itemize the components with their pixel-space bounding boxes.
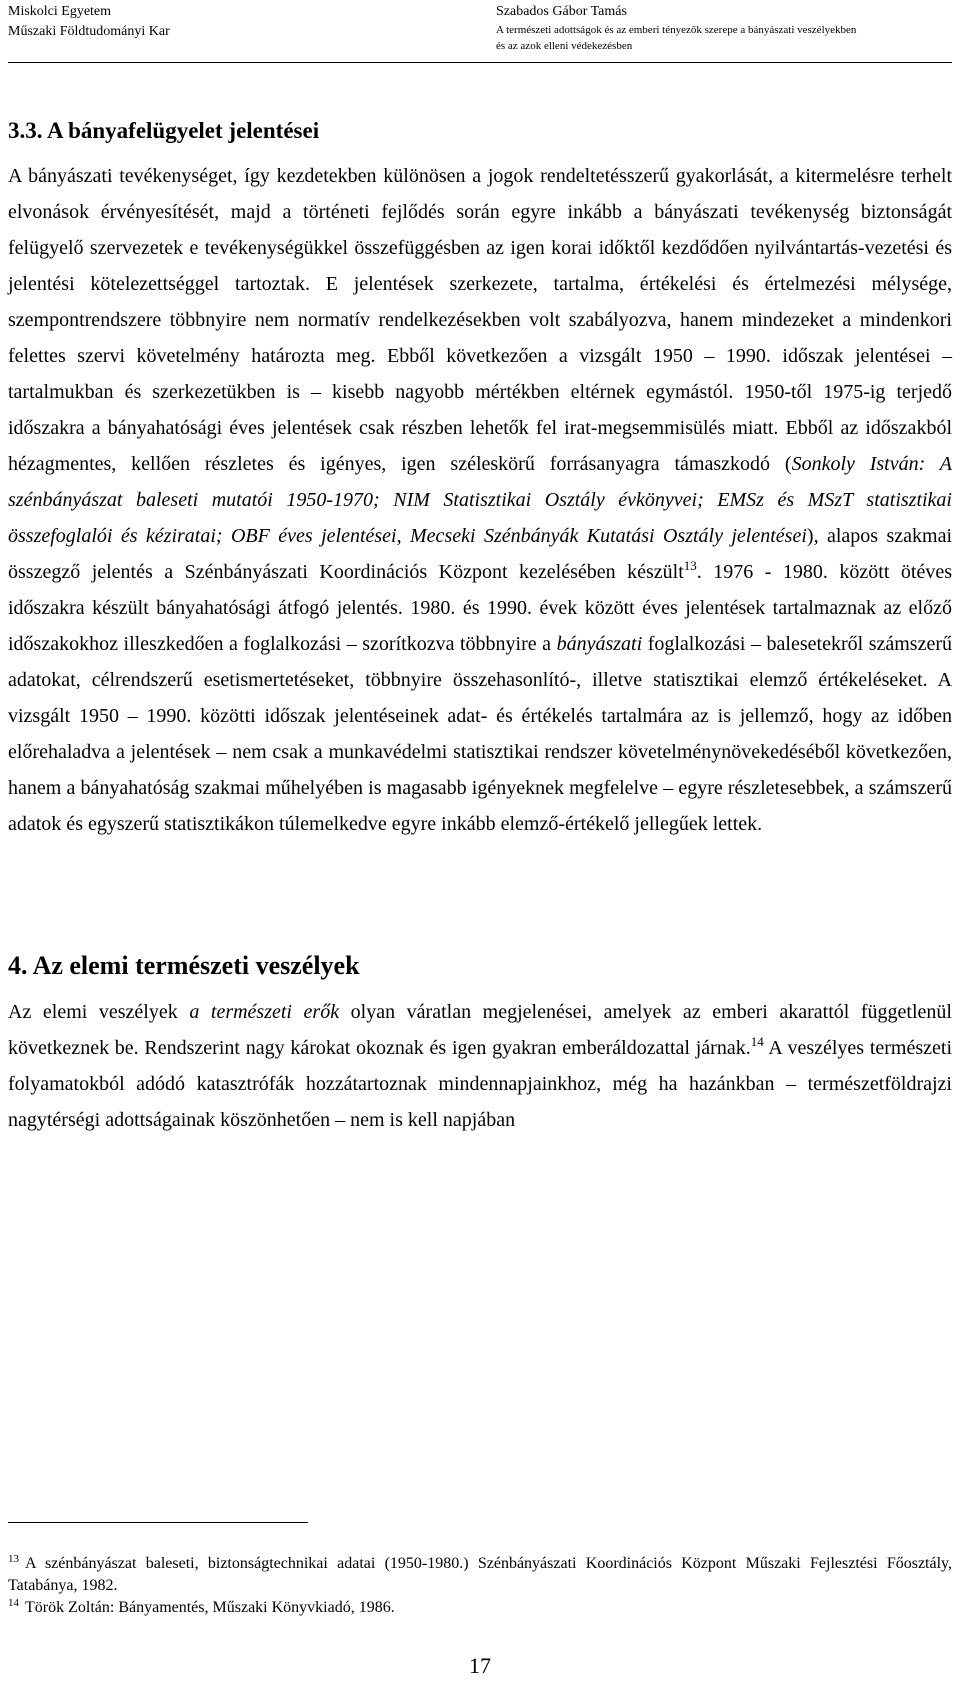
footnote-13-number: 13 — [8, 1553, 19, 1565]
page-number: 17 — [469, 1653, 491, 1678]
header-university: Miskolci Egyetem — [8, 4, 112, 19]
section-3-3-paragraph — [8, 158, 952, 842]
section-3-3-text-part4: foglalkozási – balesetekről számszerű adatokat, célrendszerű esetismertetéseket, többnyire összehasonlító-, illetve statisztikai elemző értékeléseket. A vizsgált 1950 – 1990. közötti időszak jelentéseinek adat- és értékelés tartalmára az is jellemző, hogy az időben előrehaladva a jelentések – nem csak a munkavédelmi statisztikai rendszer követelménynövekedéséből következően, hanem a bányahatóság szakmai műhelyében is magasabb igényeknek megfelelve – egyre részletesebbek, a számszerű adatok és egyszerű statisztikákon túlemelkedve egyre inkább elemző-értékelő jellegűek lettek. — [8, 633, 952, 835]
section-3-3-sources-italic: Sonkoly István: A szénbányászat baleseti mutatói 1950-1970; NIM Statisztikai Osztály évkönyvei; EMSz és MSzT statisztikai összefoglalói és kéziratai; OBF éves jelentései, Mecseki Szénbányák Kutatási Osztály jelentései — [8, 453, 953, 547]
page-content — [8, 114, 952, 1138]
section-3-3-text-part3: . 1976 - 1980. között ötéves időszakra készült bányahatósági átfogó jelentés. 1980. és 1990. évek között éves jelentések tartalmaznak az előző időszakokhoz illeszkedően a foglalkozási – szorítkozva többnyire a — [8, 561, 952, 655]
header-thesis-info — [496, 2, 948, 54]
header-institution — [8, 2, 170, 42]
footnote-13 — [8, 1553, 952, 1597]
header-divider — [8, 62, 952, 63]
running-header — [0, 0, 960, 56]
footnote-14 — [8, 1597, 952, 1619]
header-thesis-title-line1: A természeti adottságok és az emberi tényezők szerepe a bányászati veszélyekben — [496, 24, 857, 36]
footnotes — [8, 1553, 952, 1619]
section-4-text-part3: A veszélyes természeti folyamatokból adódó katasztrófák hozzátartoznak mindennapjainkhoz, még ha hazánkban – természetföldrajzi nagytérségi adottságainak köszönhetően – nem is kell napjában — [8, 1037, 952, 1131]
section-3-3-heading: 3.3. A bányafelügyelet jelentései — [8, 118, 320, 143]
footnote-14-text: Török Zoltán: Bányamentés, Műszaki Könyvkiadó, 1986. — [25, 1599, 395, 1616]
section-4-italic-phrase: a természeti erők — [189, 1001, 340, 1023]
section-3-3-text-part1: A bányászati tevékenységet, így kezdetekben különösen a jogok rendeltetésszerű gyakorlását, a kitermelésre terhelt elvonások érvényesítését, majd a történeti fejlődés során egyre inkább a bányászati tevékenység biztonságát felügyelő szervezetek e tevékenységükkel összefüggésben az igen korai időktől kezdődően nyilvántartás-vezetési és jelentési kötelezettséggel tartoztak. E jelentések szerkezete, tartalma, értékelési és értelmezési mélysége, szempontrendszere többnyire nem normatív rendelkezésekben volt szabályozva, hanem mindezeket a mindenkori felettes szervi követelmény határozta meg. Ebből következően a vizsgált 1950 – 1990. időszak jelentései – tartalmukban és szerkezetükben is – kisebb nagyobb mértékben eltérnek egymástól. 1950-től 1975-ig terjedő időszakra a bányahatósági éves jelentések csak részben lehetők fel irat-megsemmisülés miatt. Ebből az időszakból hézagmentes, kellően részletes és igényes, igen széleskörű forrásanyagra támaszkodó ( — [8, 165, 952, 475]
footnote-13-text: A szénbányászat baleseti, biztonságtechnikai adatai (1950-1980.) Szénbányászati Koordinációs Központ Műszaki Fejlesztési Főosztály, Tatabánya, 1982. — [8, 1555, 952, 1594]
section-4-heading: 4. Az elemi természeti veszélyek — [8, 951, 360, 980]
footnote-14-number: 14 — [8, 1597, 19, 1609]
section-4-text-part1: Az elemi veszélyek — [8, 1001, 190, 1023]
footnote-ref-13: 13 — [683, 558, 697, 573]
footnote-divider — [8, 1522, 308, 1523]
header-faculty: Műszaki Földtudományi Kar — [8, 24, 170, 39]
section-4-paragraph — [8, 994, 952, 1138]
section-3-3-italic-word: bányászati — [556, 633, 643, 655]
header-thesis-title-line2: és az azok elleni védekezésben — [496, 40, 633, 52]
section-4-text-part2: olyan váratlan megjelenései, amelyek az emberi akarattól függetlenül következnek be. Rendszerint nagy károkat okoznak és igen gyakran emberáldozattal járnak. — [8, 1001, 952, 1059]
footnote-ref-14: 14 — [750, 1034, 764, 1049]
section-3-3-text-part2: ), alapos szakmai összegző jelentés a Szénbányászati Koordinációs Központ kezelésében készült — [8, 525, 953, 583]
header-author: Szabados Gábor Tamás — [496, 4, 627, 19]
